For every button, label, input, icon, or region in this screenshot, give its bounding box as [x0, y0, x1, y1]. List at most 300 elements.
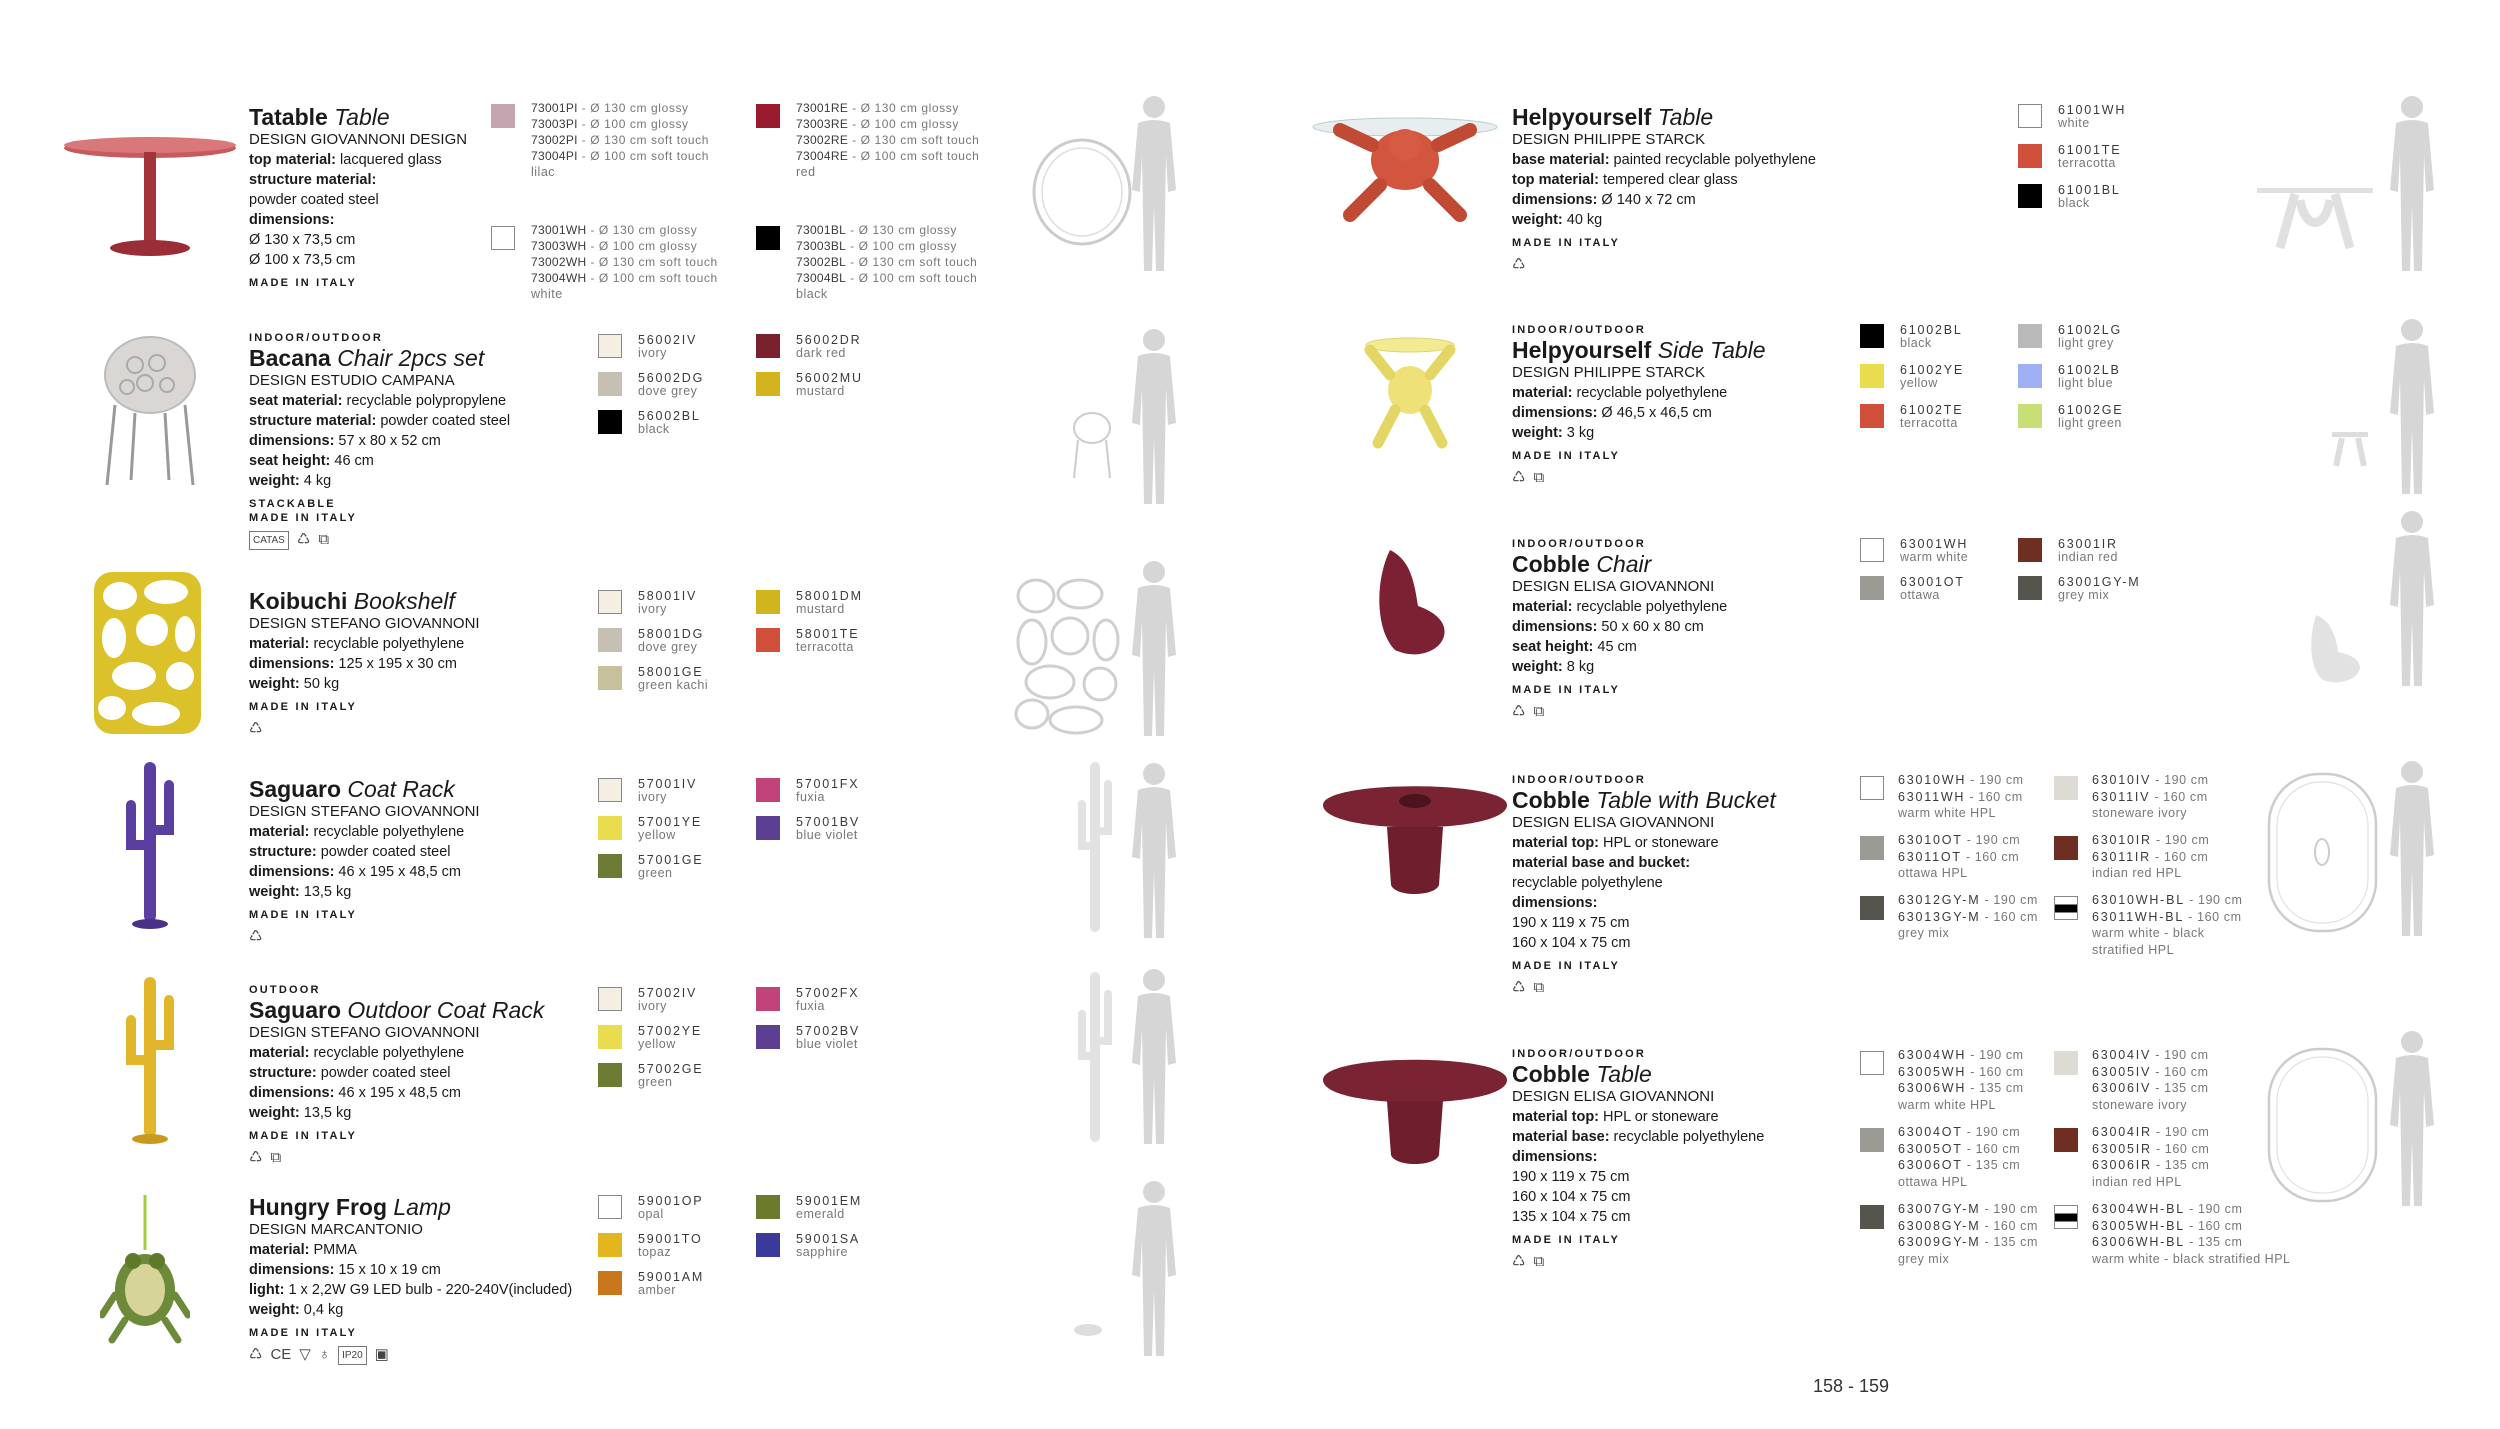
- color-swatch: [756, 816, 780, 840]
- spec-value: powder coated steel: [249, 192, 379, 208]
- spec-line: [1512, 150, 1816, 170]
- color-code-number: 59001AM: [638, 1270, 705, 1284]
- color-code-variant: - Ø 130 cm soft touch: [577, 133, 710, 147]
- spec-value: Ø 46,5 x 46,5 cm: [1597, 405, 1712, 421]
- color-code-number: 56002BL: [638, 409, 701, 423]
- color-code-line: [1898, 849, 2020, 866]
- color-name: blue violet: [796, 827, 858, 842]
- color-code-variant: - 160 cm: [1980, 909, 2038, 924]
- certification-icon: ⧉: [270, 1149, 282, 1166]
- spec-value: 190 x 119 x 75 cm: [1512, 1169, 1630, 1185]
- spec-key: material:: [1512, 599, 1573, 615]
- spec-key: weight:: [249, 473, 300, 489]
- color-swatch: [2054, 836, 2078, 860]
- product-designer: DESIGN STEFANO GIOVANNONI: [249, 803, 480, 820]
- product-title: [1512, 787, 1776, 813]
- color-code: [796, 370, 863, 399]
- color-code-number: 57002YE: [638, 1024, 703, 1038]
- human-silhouette-icon: [1128, 95, 1180, 273]
- spec-value: 45 cm: [1593, 639, 1637, 655]
- certification-icons: [1512, 703, 1727, 720]
- color-name: black: [638, 421, 670, 436]
- product-title: [1512, 337, 1766, 363]
- color-code: [638, 1231, 703, 1260]
- color-code: [638, 985, 697, 1014]
- color-code: [638, 1061, 703, 1090]
- color-name: terracotta: [1900, 415, 1958, 430]
- color-name: topaz: [638, 1244, 672, 1259]
- spec-line: [249, 170, 467, 190]
- color-name: warm white: [1900, 549, 1969, 564]
- color-name: lilac: [531, 165, 556, 179]
- color-code-line: [1898, 1047, 2024, 1064]
- spec-line: [1512, 1107, 1764, 1127]
- spec-key: structure material:: [249, 413, 377, 429]
- color-code-number: 73003RE: [796, 117, 849, 131]
- color-code: [1898, 1201, 2038, 1267]
- color-swatch: [2018, 364, 2042, 388]
- color-code-line: [531, 254, 718, 270]
- color-code-line: [1898, 1124, 2020, 1141]
- color-code: [796, 985, 859, 1014]
- color-code: [796, 626, 859, 655]
- color-code: [638, 1269, 704, 1298]
- color-code-number: 63008GY-M: [1898, 1218, 1981, 1233]
- spec-key: material top:: [1512, 1109, 1600, 1125]
- product-designer: DESIGN GIOVANNONI DESIGN: [249, 131, 468, 148]
- helpyourself-table-image: [1310, 115, 1500, 225]
- color-swatch: [756, 628, 780, 652]
- spec-key: dimensions:: [1512, 405, 1598, 421]
- color-code: [2092, 772, 2209, 822]
- color-code-variant: - 190 cm: [1962, 1125, 2021, 1139]
- color-code-number: 63007GY-M: [1898, 1202, 1981, 1216]
- product-designer: DESIGN ELISA GIOVANNONI: [1512, 578, 1715, 595]
- koibuchi-drawing: [1012, 572, 1124, 737]
- color-name: warm white - black stratified HPL: [2092, 1251, 2291, 1266]
- human-silhouette-icon: [2386, 760, 2438, 938]
- spec-value: painted recyclable polyethylene: [1609, 152, 1816, 168]
- color-swatch: [2054, 776, 2078, 800]
- color-code-number: 61001BL: [2058, 183, 2121, 197]
- color-code-variant: - 190 cm: [2151, 773, 2209, 787]
- color-code-line: [796, 100, 979, 116]
- color-code: [2058, 102, 2126, 131]
- product-tag: INDOOR/OUTDOOR: [1512, 324, 1647, 336]
- cobble-bucket-top-view-drawing: [2265, 770, 2380, 935]
- spec-key: dimensions:: [1512, 1149, 1598, 1165]
- color-swatch: [756, 987, 780, 1011]
- color-code: [1898, 892, 2038, 942]
- color-code-variant: - Ø 130 cm soft touch: [586, 255, 718, 269]
- product-title: [249, 345, 510, 371]
- spec-line: [1512, 1187, 1764, 1207]
- color-code-line: [2092, 789, 2209, 806]
- color-code-number: 73004RE: [796, 149, 849, 163]
- cobble-table-image: [1315, 1045, 1515, 1170]
- color-code-line: [1898, 1141, 2020, 1158]
- product-type: Chair 2pcs set: [337, 345, 485, 371]
- spec-key: seat height:: [1512, 639, 1594, 655]
- spec-value: recyclable polyethylene: [1609, 1129, 1765, 1145]
- color-code-number: 57002FX: [796, 986, 860, 1000]
- color-code-number: 61002GE: [2058, 403, 2124, 417]
- spec-line: [1512, 933, 1776, 953]
- spec-line: [249, 822, 480, 842]
- color-code: [2058, 182, 2121, 211]
- cobble-bucket-image: [1315, 775, 1515, 900]
- color-swatch: [2054, 896, 2078, 920]
- spec-value: 160 x 104 x 75 cm: [1512, 935, 1631, 951]
- color-code: [1898, 1124, 2020, 1190]
- color-name: red: [796, 165, 816, 179]
- color-code: [2092, 1047, 2209, 1113]
- certification-icon: IP20: [338, 1346, 367, 1365]
- product-designer: DESIGN MARCANTONIO: [249, 1221, 423, 1238]
- color-code-variant: - Ø 130 cm soft touch: [848, 133, 980, 147]
- color-code-line: [2092, 772, 2209, 789]
- color-name: indian red: [2058, 549, 2118, 564]
- spec-key: material:: [249, 1045, 310, 1061]
- color-code: [796, 776, 859, 805]
- product-title: [249, 776, 480, 802]
- color-name: grey mix: [1898, 926, 1950, 940]
- product-type: Lamp: [393, 1194, 451, 1220]
- color-code-number: 58001GE: [638, 665, 704, 679]
- color-code-line: [1898, 909, 2038, 926]
- certification-icon: ♺: [249, 1149, 263, 1166]
- certification-icon: ♺: [1512, 1253, 1526, 1270]
- color-code: [638, 814, 702, 843]
- color-code-number: 73004WH: [531, 271, 587, 285]
- color-code-number: 58001IV: [638, 589, 698, 603]
- product-type: Table: [334, 104, 390, 130]
- certification-icon: ⧉: [1533, 703, 1545, 720]
- product-flag: MADE IN ITALY: [1512, 960, 1621, 972]
- color-swatch: [756, 226, 780, 250]
- color-code-number: 57001IV: [638, 777, 698, 791]
- color-name: dove grey: [638, 639, 698, 654]
- color-code-line: [1898, 1234, 2038, 1251]
- color-code: [2092, 892, 2243, 958]
- saguaro-outdoor-image: [120, 975, 180, 1145]
- color-code-variant: - 160 cm: [2184, 909, 2242, 924]
- color-code-number: 56002DR: [796, 333, 862, 347]
- product-name: Helpyourself: [1512, 337, 1652, 363]
- color-code-number: 63005IR: [2092, 1141, 2152, 1156]
- product-designer: DESIGN PHILIPPE STARCK: [1512, 131, 1706, 148]
- spec-value: recyclable polyethylene: [309, 824, 465, 840]
- color-code-variant: - 160 cm: [1980, 1218, 2038, 1233]
- color-name: black: [2058, 195, 2090, 210]
- color-swatch: [2054, 1128, 2078, 1152]
- color-code-variant: - 135 cm: [1966, 1081, 2024, 1095]
- spec-key: dimensions:: [1512, 192, 1598, 208]
- product-name: Cobble: [1512, 787, 1590, 813]
- color-code: [2092, 832, 2209, 882]
- color-code-variant: - Ø 130 cm glossy: [577, 101, 689, 115]
- color-name: stoneware ivory: [2092, 1097, 2188, 1112]
- color-swatch: [1860, 1205, 1884, 1229]
- color-name: opal: [638, 1206, 664, 1221]
- color-name: light green: [2058, 415, 2122, 430]
- color-code-number: 73002PI: [531, 133, 578, 147]
- product-type: Coat Rack: [347, 776, 455, 802]
- color-code: [531, 100, 709, 181]
- spec-key: weight:: [249, 884, 300, 900]
- spec-key: material:: [249, 1242, 310, 1258]
- helpyourself-side-drawing: [2330, 428, 2370, 468]
- color-code-number: 73003WH: [531, 239, 587, 253]
- hungry-frog-image: [100, 1195, 190, 1345]
- spec-line: [249, 1260, 572, 1280]
- certification-icon: ⧉: [1533, 469, 1545, 486]
- color-name: terracotta: [2058, 155, 2116, 170]
- product-flag: MADE IN ITALY: [1512, 450, 1621, 462]
- spec-value: 190 x 119 x 75 cm: [1512, 915, 1630, 931]
- product-cobble-bucket: [1512, 774, 1776, 996]
- color-code: [531, 222, 718, 303]
- human-silhouette-icon: [2386, 1030, 2438, 1208]
- spec-key: top material:: [1512, 172, 1600, 188]
- certification-icon: ▣: [374, 1346, 389, 1363]
- color-swatch: [1860, 1128, 1884, 1152]
- color-code-number: 63004WH: [1898, 1048, 1967, 1062]
- color-code-number: 61002YE: [1900, 363, 1965, 377]
- color-code-variant: - 190 cm: [2151, 1125, 2210, 1139]
- color-code-number: 63004OT: [1898, 1125, 1963, 1139]
- product-tag: INDOOR/OUTDOOR: [249, 332, 384, 344]
- color-code: [2058, 536, 2118, 565]
- helpyourself-table-drawing: [2255, 180, 2375, 250]
- bacana-image: [95, 335, 205, 490]
- color-code-line: [1898, 789, 2024, 806]
- product-designer: DESIGN ESTUDIO CAMPANA: [249, 372, 455, 389]
- product-helpyourself-side: [1512, 324, 1766, 486]
- color-code-line: [2092, 1157, 2209, 1174]
- spec-line: [1512, 423, 1766, 443]
- spec-key: material top:: [1512, 835, 1600, 851]
- color-code-number: 73002RE: [796, 133, 849, 147]
- spec-line: [1512, 617, 1727, 637]
- color-code-line: [2092, 909, 2243, 926]
- color-code-variant: - Ø 100 cm glossy: [577, 117, 689, 131]
- color-swatch: [491, 104, 515, 128]
- spec-value: 46 x 195 x 48,5 cm: [334, 1085, 461, 1101]
- color-code-variant: - Ø 100 cm soft touch: [586, 271, 718, 285]
- color-code: [796, 588, 863, 617]
- certification-icon: ⧉: [1533, 979, 1545, 996]
- color-name: emerald: [796, 1206, 845, 1221]
- color-code-variant: - 190 cm: [1962, 833, 2021, 847]
- color-code-number: 63012GY-M: [1898, 893, 1981, 907]
- color-swatch: [2054, 1051, 2078, 1075]
- color-code-line: [531, 148, 709, 164]
- color-code-variant: - 190 cm: [2185, 1202, 2243, 1216]
- color-code-number: 63001OT: [1900, 575, 1965, 589]
- color-code-line: [2092, 1080, 2209, 1097]
- color-name: black: [796, 287, 828, 301]
- spec-line: [249, 654, 480, 674]
- product-tag: INDOOR/OUTDOOR: [1512, 1048, 1647, 1060]
- product-helpyourself-table: [1512, 104, 1816, 273]
- color-code-number: 63011IR: [2092, 849, 2151, 864]
- color-code-line: [531, 100, 709, 116]
- saguaro-image: [120, 760, 180, 930]
- spec-value: powder coated steel: [316, 844, 451, 860]
- spec-line: [249, 230, 467, 250]
- spec-line: [249, 1043, 544, 1063]
- spec-line: [1512, 403, 1766, 423]
- color-code-number: 63010WH-BL: [2092, 893, 2186, 907]
- color-code-number: 63004IV: [2092, 1048, 2152, 1062]
- helpyourself-side-image: [1360, 335, 1460, 450]
- color-name: grey mix: [1898, 1251, 1950, 1266]
- color-code: [1900, 536, 1968, 565]
- certification-icons: [1512, 979, 1776, 996]
- spec-line: [249, 1103, 544, 1123]
- spec-value: PMMA: [309, 1242, 357, 1258]
- color-swatch: [598, 1195, 622, 1219]
- certification-icon: CATAS: [249, 531, 289, 550]
- spec-key: dimensions:: [249, 212, 335, 228]
- product-name: Tatable: [249, 104, 328, 130]
- spec-line: [1512, 1147, 1764, 1167]
- color-code-number: 73004BL: [796, 271, 847, 285]
- certification-icon: CE: [270, 1346, 292, 1363]
- color-swatch: [2018, 144, 2042, 168]
- color-code-number: 63005OT: [1898, 1141, 1963, 1156]
- color-code-line: [1898, 1201, 2038, 1218]
- color-code-number: 73001RE: [796, 101, 849, 115]
- color-code-number: 61002BL: [1900, 323, 1963, 337]
- spec-line: [1512, 657, 1727, 677]
- color-code-number: 63011IV: [2092, 789, 2151, 804]
- color-code-number: 63009GY-M: [1898, 1235, 1981, 1249]
- color-swatch: [2054, 1205, 2078, 1229]
- certification-icons: [1512, 469, 1766, 486]
- certification-icon: ⧉: [318, 531, 330, 548]
- certification-icon: ♺: [1512, 703, 1526, 720]
- spec-key: top material:: [249, 152, 337, 168]
- product-flag: MADE IN ITALY: [249, 277, 358, 289]
- color-code-variant: - 135 cm: [1962, 1158, 2021, 1172]
- color-code-line: [1898, 1064, 2024, 1081]
- color-swatch: [598, 372, 622, 396]
- color-code-variant: - Ø 100 cm glossy: [586, 239, 698, 253]
- human-silhouette-icon: [2386, 95, 2438, 273]
- color-name: ottawa: [1900, 587, 1940, 602]
- color-swatch: [598, 628, 622, 652]
- color-code-line: [531, 238, 718, 254]
- color-name: indian red HPL: [2092, 866, 2182, 880]
- color-code-number: 61002LG: [2058, 323, 2123, 337]
- product-saguaro-outdoor: [249, 984, 544, 1166]
- color-code-number: 59001SA: [796, 1232, 861, 1246]
- color-code-variant: - 160 cm: [1965, 789, 2023, 804]
- human-silhouette-icon: [1128, 1180, 1180, 1358]
- spec-value: 46 x 195 x 48,5 cm: [334, 864, 461, 880]
- color-code-variant: - Ø 100 cm glossy: [846, 239, 957, 253]
- saguaro-outdoor-drawing: [1075, 970, 1115, 1145]
- spec-value: HPL or stoneware: [1599, 835, 1719, 851]
- color-swatch: [491, 226, 515, 250]
- product-cobble-chair: [1512, 538, 1727, 720]
- color-code-variant: - Ø 100 cm glossy: [848, 117, 959, 131]
- color-code: [638, 1193, 703, 1222]
- spec-value: recyclable polyethylene: [309, 636, 465, 652]
- certification-icon: ▽: [299, 1346, 311, 1363]
- spec-line: [1512, 873, 1776, 893]
- color-name: indian red HPL: [2092, 1174, 2182, 1189]
- color-name: ottawa HPL: [1898, 866, 1968, 880]
- color-code-number: 63005IV: [2092, 1064, 2152, 1079]
- spec-value: recyclable polyethylene: [1572, 385, 1728, 401]
- human-silhouette-icon: [1128, 762, 1180, 940]
- color-code-line: [2092, 1234, 2291, 1251]
- spec-key: dimensions:: [249, 1262, 335, 1278]
- color-code-variant: - 160 cm: [1962, 1141, 2021, 1156]
- color-name: ivory: [638, 789, 667, 804]
- spec-line: [249, 1063, 544, 1083]
- color-code-number: 63006IR: [2092, 1158, 2152, 1172]
- color-code-number: 63006IV: [2092, 1081, 2152, 1095]
- spec-value: 13,5 kg: [299, 884, 352, 900]
- spec-key: weight:: [249, 676, 300, 692]
- spec-line: [1512, 637, 1727, 657]
- color-code: [2058, 142, 2121, 171]
- spec-key: dimensions:: [1512, 895, 1598, 911]
- color-code: [638, 370, 704, 399]
- color-code-variant: - 160 cm: [2185, 1218, 2243, 1233]
- color-code: [796, 1231, 860, 1260]
- product-designer: DESIGN ELISA GIOVANNONI: [1512, 1088, 1715, 1105]
- spec-value: Ø 140 x 72 cm: [1597, 192, 1696, 208]
- spec-line: [249, 431, 510, 451]
- spec-value: powder coated steel: [316, 1065, 451, 1081]
- color-name: dove grey: [638, 383, 698, 398]
- spec-key: dimensions:: [249, 656, 335, 672]
- color-code-number: 57002GE: [638, 1062, 704, 1076]
- color-code-number: 57001YE: [638, 815, 703, 829]
- color-name: mustard: [796, 383, 845, 398]
- color-code-number: 59001OP: [638, 1194, 704, 1208]
- color-code-number: 56002MU: [796, 371, 863, 385]
- product-flag: MADE IN ITALY: [249, 512, 358, 524]
- color-swatch: [1860, 896, 1884, 920]
- color-code-number: 58001TE: [796, 627, 860, 641]
- color-code: [1898, 832, 2020, 882]
- spec-value: recyclable polyethylene: [1572, 599, 1728, 615]
- color-code-variant: - Ø 130 cm glossy: [848, 101, 959, 115]
- color-name: ottawa HPL: [1898, 1174, 1968, 1189]
- color-code-number: 63011WH: [1898, 789, 1966, 804]
- color-code: [638, 1023, 702, 1052]
- color-swatch: [756, 334, 780, 358]
- color-code-number: 63010IR: [2092, 833, 2152, 847]
- spec-line: [1512, 833, 1776, 853]
- spec-key: base material:: [1512, 152, 1610, 168]
- spec-line: [249, 250, 467, 270]
- color-code-number: 63006WH: [1898, 1081, 1967, 1095]
- color-code-line: [2092, 1064, 2209, 1081]
- product-type: Table with Bucket: [1596, 787, 1776, 813]
- color-code-variant: - 135 cm: [2185, 1235, 2243, 1249]
- color-swatch: [2018, 184, 2042, 208]
- spec-value: 8 kg: [1562, 659, 1595, 675]
- color-code-number: 57001FX: [796, 777, 860, 791]
- certification-icon: ♁: [318, 1346, 331, 1363]
